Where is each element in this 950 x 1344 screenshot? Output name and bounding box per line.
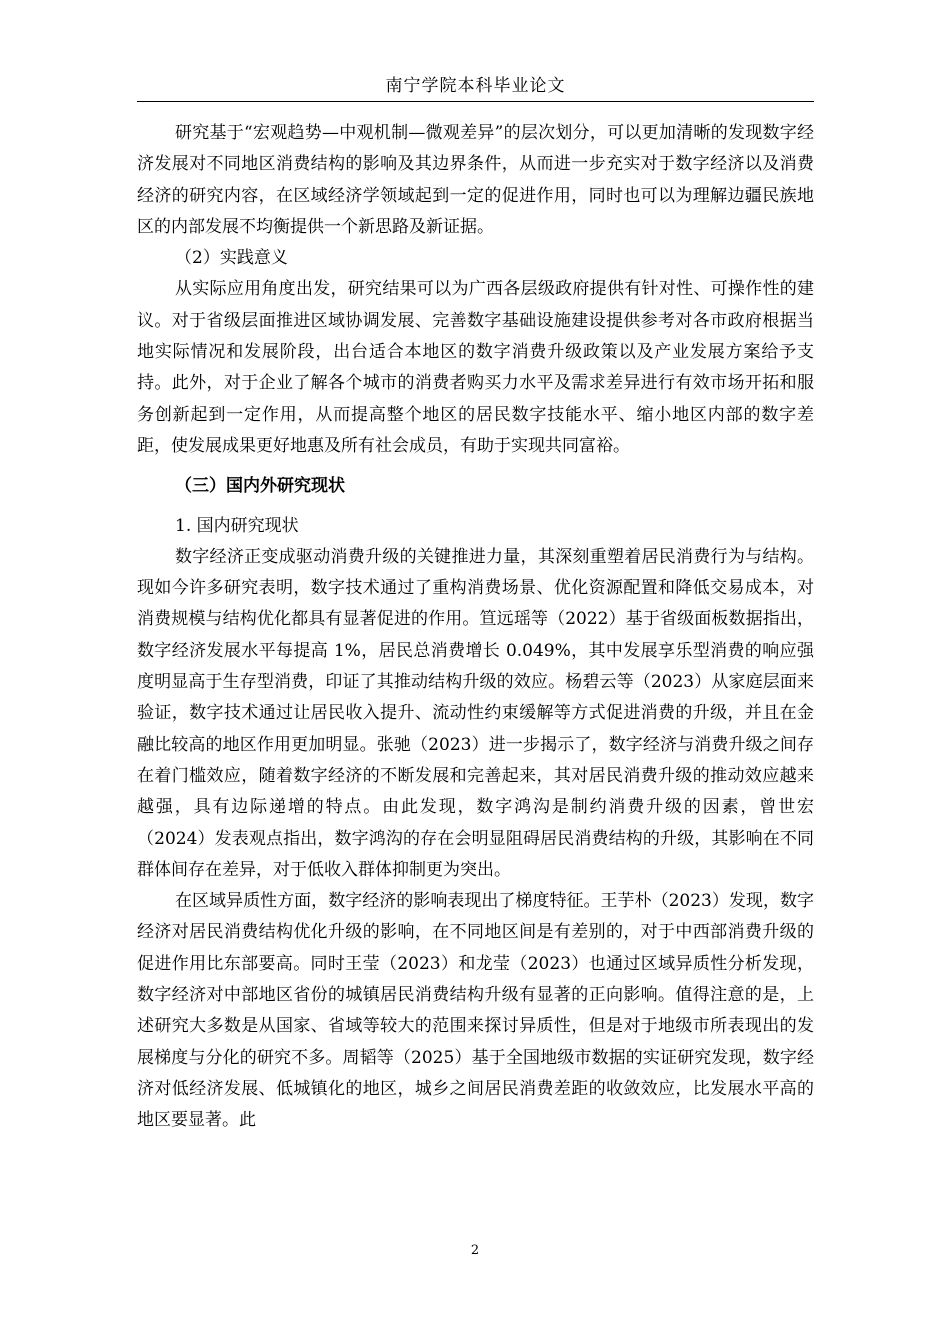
paragraph-theoretical-significance: 研究基于“宏观趋势—中观机制—微观差异”的层次划分，可以更加清晰的发现数字经济发展对不同地区消费结构的影响及其边界条件，从而进一步充实对于数字经济以及消费经济的研究内容，在区域经济学领域起到一定的促进作用，同时也可以为理解边疆民族地区的内部发展不均衡提供一个新思路及新证据。 (137, 123, 814, 237)
running-header: 南宁学院本科毕业论文 (385, 76, 566, 96)
section-heading: （三）国内外研究现状 (175, 476, 345, 497)
page-number: 2 (470, 1243, 480, 1258)
header-rule (137, 101, 814, 102)
paragraph-regional-heterogeneity: 在区域异质性方面，数字经济的影响表现出了梯度特征。王芋朴（2023）发现，数字经济对居民消费结构优化升级的影响，在不同地区间是有差别的，对于中西部消费升级的促进作用比东部要高。同时王莹（2023）和龙莹（2023）也通过区域异质性分析发现，数字经济对中部地区省份的城镇居民消费结构升级有显著的正向影响。值得注意的是，上述研究大多数是从国家、省域等较大的范围来探讨异质性，但是对于地级市所表现出的发展梯度与分化的研究不多。周韬等（2025）基于全国地级市数据的实证研究发现，数字经济对低经济发展、低城镇化的地区，城乡之间居民消费差距的收敛效应，比发展水平高的地区要显著。此 (137, 891, 814, 1131)
paragraph-practical-significance: 从实际应用角度出发，研究结果可以为广西各层级政府提供有针对性、可操作性的建议。对于省级层面推进区域协调发展、完善数字基础设施建设提供参考对各市政府根据当地实际情况和发展阶段，出台适合本地区的数字消费升级政策以及产业发展方案给予支持。此外，对于企业了解各个城市的消费者购买力水平及需求差异进行有效市场开拓和服务创新起到一定作用，从而提高整个地区的居民数字技能水平、缩小地区内部的数字差距，使发展成果更好地惠及所有社会成员，有助于实现共同富裕。 (137, 279, 814, 456)
body-text (137, 118, 814, 1137)
subheading-domestic-research: 1. 国内研究现状 (175, 515, 299, 536)
subheading-practical-significance: （2）实践意义 (175, 248, 288, 269)
paragraph-domestic-research: 数字经济正变成驱动消费升级的关键推进力量，其深刻重塑着居民消费行为与结构。现如今许多研究表明，数字技术通过了重构消费场景、优化资源配置和降低交易成本，对消费规模与结构优化都具有显著促进的作用。笪远瑶等（2022）基于省级面板数据指出，数字经济发展水平每提高 1%，居民总消费增长 0.049%，其中发展享乐型消费的响应强度明显高于生存型消费，印证了其推动结构升级的效应。杨碧云等（2023）从家庭层面来验证，数字技术通过让居民收入提升、流动性约束缓解等方式促进消费的升级，并且在金融比较高的地区作用更加明显。张驰（2023）进一步揭示了，数字经济与消费升级之间存在着门槛效应，随着数字经济的不断发展和完善起来，其对居民消费升级的推动效应越来越强，具有边际递增的特点。由此发现，数字鸿沟是制约消费升级的因素，曾世宏（2024）发表观点指出，数字鸿沟的存在会明显阻碍居民消费结构的升级，其影响在不同群体间存在差异，对于低收入群体抑制更为突出。 (137, 546, 814, 880)
